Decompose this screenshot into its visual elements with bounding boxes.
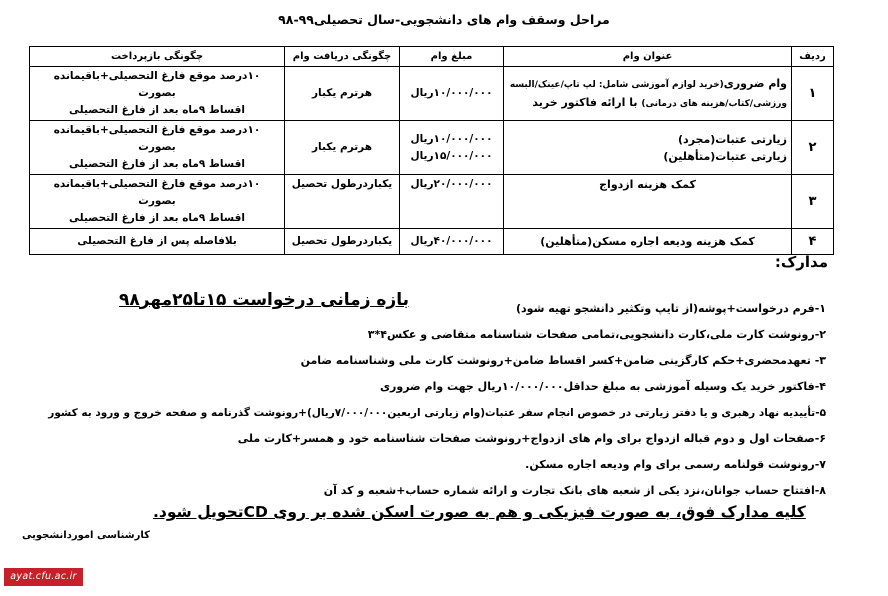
row-number: ۱ <box>792 67 834 121</box>
header-loan-title: عنوان وام <box>504 47 792 67</box>
loan-title: وام ضروری <box>723 76 787 90</box>
row-number: ۴ <box>792 229 834 255</box>
loan-title-detail: (خرید لوازم آموزشی شامل: لپ تاپ/عینک/البسه <box>509 79 724 90</box>
row-number: ۳ <box>792 175 834 229</box>
loan-title: زیارتی عتبات(متأهلین) <box>663 149 787 163</box>
receipt-method: یکباردرطول تحصیل <box>285 229 400 255</box>
documents-heading: مدارک: <box>774 253 828 271</box>
loan-amount <box>400 121 504 175</box>
office-signature: کارشناسی اموردانشجویی <box>22 530 150 541</box>
loan-title-cell <box>504 175 792 229</box>
row-number: ۲ <box>792 121 834 175</box>
loan-title: زیارتی عتبات(مجرد) <box>678 132 787 146</box>
repayment-line: اقساط ۹ماه بعد از فارغ التحصیلی <box>69 212 245 224</box>
loan-title-detail-2: ورزشی/کتاب/هزینه های درمانی) <box>641 98 787 109</box>
list-item: ۲-رونوشت کارت ملی،کارت دانشجویی،تمامی صفحات شناسنامه متقاضی و عکس۴*۳ <box>367 328 826 341</box>
loan-title-note: با ارائه فاکتور خرید <box>532 95 642 109</box>
repayment-line: اقساط ۹ماه بعد از فارغ التحصیلی <box>69 104 245 116</box>
list-item: ۵-تأییدیه نهاد رهبری و یا دفتر زیارتی در خصوص انجام سفر عتبات(وام زیارتی اربعین۷/۰۰۰/۰۰۰ریال)+رونوشت گذرنامه و صفحه خروج و ورود به کشور <box>48 407 826 419</box>
repayment-line: ۱۰درصد موقع فارغ التحصیلی+باقیمانده بصورت <box>53 70 261 99</box>
site-watermark: ayat.cfu.ac.ir <box>4 568 83 586</box>
repayment-line: ۱۰درصد موقع فارغ التحصیلی+باقیمانده بصورت <box>53 124 261 153</box>
table-row <box>30 175 834 229</box>
list-item: ۷-رونوشت قولنامه رسمی برای وام ودیعه اجاره مسکن. <box>525 458 826 471</box>
repayment-method <box>30 121 285 175</box>
table-row <box>30 121 834 175</box>
loan-title: کمک هزینه ازدواج <box>599 178 696 191</box>
header-row-number: ردیف <box>792 47 834 67</box>
loan-title: کمک هزینه ودیعه اجاره مسکن(متأهلین) <box>540 235 755 248</box>
repayment-method <box>30 67 285 121</box>
repayment-line: ۱۰درصد موقع فارغ التحصیلی+باقیمانده بصورت <box>53 178 261 207</box>
list-item: ۳- تعهدمحضری+حکم کارگزینی ضامن+کسر اقساط ضامن+رونوشت کارت ملی وشناسنامه ضامن <box>300 354 826 367</box>
list-item: ۱-فرم درخواست+پوشه(از تایپ وتکثیر دانشجو تهیه شود) <box>516 302 826 315</box>
list-item: ۶-صفحات اول و دوم قباله ازدواج برای وام های ازدواج+رونوشت صفحات شناسنامه خود و همسر+کارت ملی <box>237 432 826 445</box>
loans-table <box>29 46 834 255</box>
loan-amount-value: ۴۰/۰۰۰/۰۰۰ریال <box>410 235 493 247</box>
receipt-method: یکباردرطول تحصیل <box>285 175 400 229</box>
receipt-method: هرترم یکبار <box>285 67 400 121</box>
repayment-method <box>30 175 285 229</box>
header-receipt-method: چگونگی دریافت وام <box>285 47 400 67</box>
repayment-line: اقساط ۹ماه بعد از فارغ التحصیلی <box>69 158 245 170</box>
list-item: ۴-فاکتور خرید یک وسیله آموزشی به مبلغ حداقل۱۰/۰۰۰/۰۰۰ریال جهت وام ضروری <box>379 380 826 393</box>
repayment-line: بلافاصله پس از فارغ التحصیلی <box>77 235 237 247</box>
header-repayment-method: چگونگی بازپرداخت <box>30 47 285 67</box>
loan-amount <box>400 67 504 121</box>
loan-amount-value: ۱۵/۰۰۰/۰۰۰ریال <box>410 149 493 162</box>
documents-list <box>46 296 826 504</box>
table-header-row <box>30 47 834 67</box>
page-title: مراحل وسقف وام های دانشجویی-سال تحصیلی۹۹-۹۸ <box>278 12 610 27</box>
loan-title-cell <box>504 121 792 175</box>
request-period: بازه زمانی درخواست ۱۵تا۲۵مهر۹۸ <box>119 290 409 310</box>
loan-amount-value: ۲۰/۰۰۰/۰۰۰ریال <box>410 178 493 190</box>
loan-amount-value: ۱۰/۰۰۰/۰۰۰ریال <box>410 87 493 99</box>
table-row <box>30 229 834 255</box>
loan-amount <box>400 229 504 255</box>
repayment-method <box>30 229 285 255</box>
header-loan-amount: مبلغ وام <box>400 47 504 67</box>
loan-title-cell <box>504 229 792 255</box>
final-note: کلیه مدارک فوق، به صورت فیزیکی و هم به صورت اسکن شده بر روی CDتحویل شود. <box>153 503 806 521</box>
loan-title-cell <box>504 67 792 121</box>
receipt-method: هرترم یکبار <box>285 121 400 175</box>
loan-amount-value: ۱۰/۰۰۰/۰۰۰ریال <box>410 132 493 145</box>
table-row <box>30 67 834 121</box>
list-item: ۸-افتتاح حساب جوانان،نزد یکی از شعبه های بانک تجارت و ارائه شماره حساب+شعبه و کد آن <box>323 484 826 497</box>
loan-amount <box>400 175 504 229</box>
